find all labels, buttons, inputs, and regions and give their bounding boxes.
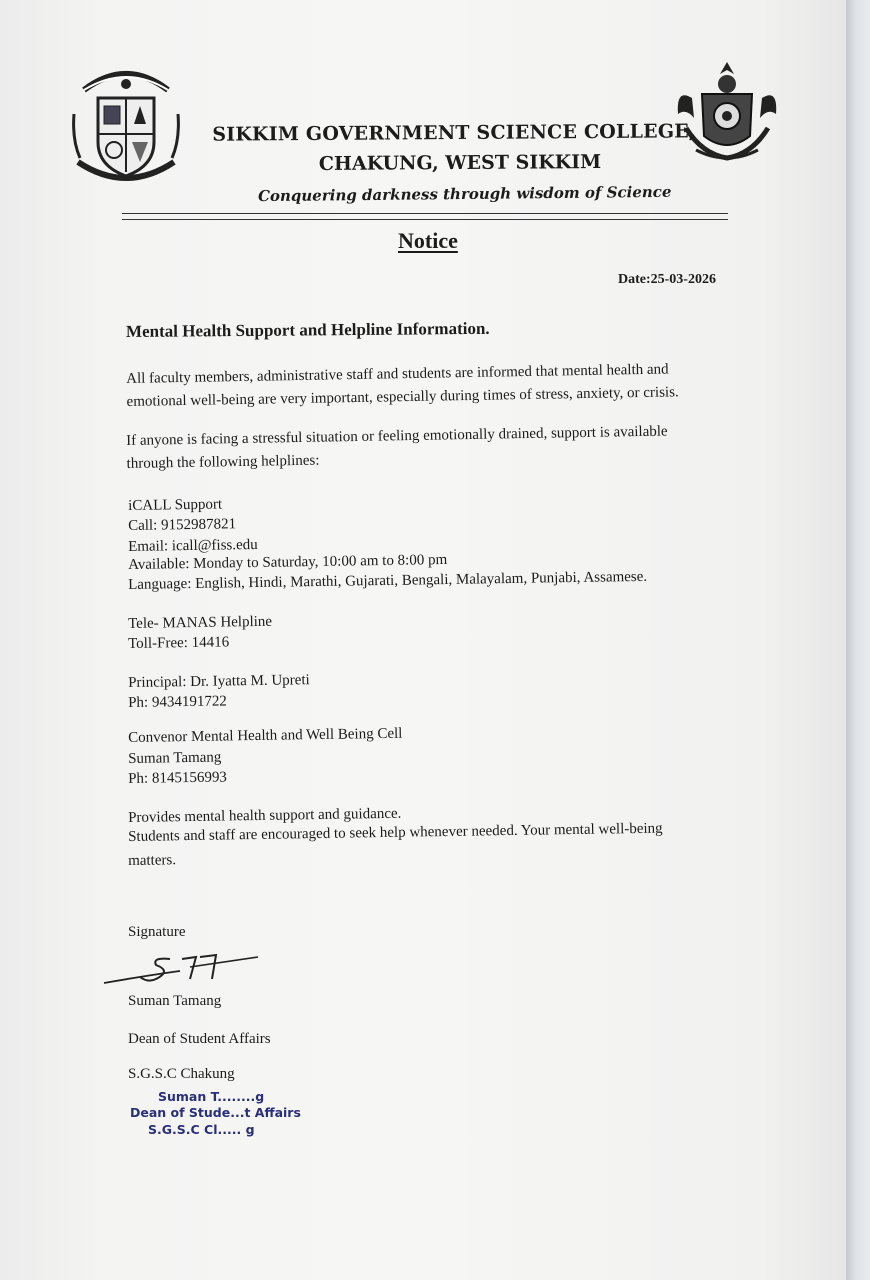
signature-label: Signature [128, 924, 186, 940]
closing-line: Students and staff are encouraged to seek help whenever needed. Your mental well-being [128, 820, 663, 845]
closing-line: matters. [128, 852, 177, 869]
signatory-name: Suman Tamang [128, 993, 222, 1009]
telemanas-tollfree: Toll-Free: 14416 [128, 634, 230, 652]
convenor-title: Convenor Mental Health and Well Being Cell [128, 725, 403, 746]
page-edge [846, 0, 870, 1280]
principal-phone: Ph: 9434191722 [128, 693, 228, 711]
telemanas-name: Tele- MANAS Helpline [128, 613, 273, 632]
paragraph-intro-line: emotional well-being are very important, especially during times of stress, anxiety, or crisis. [126, 384, 679, 410]
paragraph-intro-line: All faculty members, administrative staff and students are informed that mental health and [126, 361, 669, 387]
header-rule-bottom [122, 219, 728, 220]
icall-name: iCALL Support [128, 496, 223, 514]
college-name: SIKKIM GOVERNMENT SCIENCE COLLEGE, [212, 120, 696, 146]
college-motto: Conquering darkness through wisdom of Science [257, 182, 672, 206]
icall-availability: Available: Monday to Saturday, 10:00 am to 8:00 pm [128, 551, 448, 573]
convenor-phone: Ph: 8145156993 [128, 769, 228, 787]
official-stamp-designation: Dean of Stude...t Affairs [130, 1105, 301, 1120]
paragraph-support-line: If anyone is facing a stressful situation or feeling emotionally drained, support is available [126, 423, 668, 449]
notice-date: Date:25-03-2026 [618, 272, 716, 287]
paragraph-support-line: through the following helplines: [126, 452, 320, 472]
closing-line: Provides mental health support and guidance. [128, 805, 402, 826]
icall-languages: Language: English, Hindi, Marathi, Gujarati, Bengali, Malayalam, Punjabi, Assamese. [128, 568, 648, 593]
official-stamp-name: Suman T........g [158, 1089, 265, 1104]
header-rule-top [122, 213, 728, 214]
college-location: CHAKUNG, WEST SIKKIM [318, 151, 602, 175]
notice-title: Notice [398, 228, 458, 253]
signatory-designation: Dean of Student Affairs [128, 1031, 271, 1047]
convenor-name: Suman Tamang [128, 749, 222, 767]
notice-subject: Mental Health Support and Helpline Information. [125, 318, 490, 341]
icall-email: Email: icall@fiss.edu [128, 536, 258, 555]
icall-phone: Call: 9152987821 [128, 516, 237, 534]
official-stamp-institution: S.G.S.C Cl..... g [148, 1122, 255, 1137]
principal-name: Principal: Dr. Iyatta M. Upreti [128, 672, 310, 691]
handwritten-signature [100, 945, 270, 995]
signatory-institution: S.G.S.C Chakung [128, 1066, 235, 1082]
